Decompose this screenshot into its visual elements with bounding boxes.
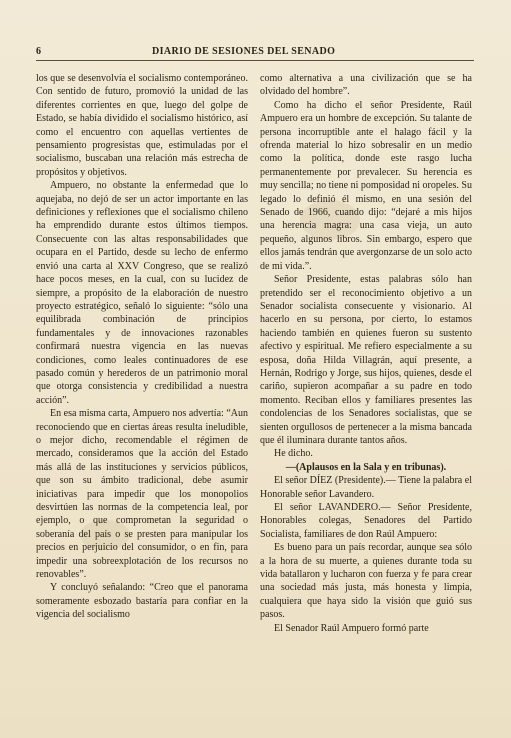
page-header <box>36 46 474 61</box>
paragraph: Como ha dicho el señor Presidente, Raúl Ampuero era un hombre de excepción. Su talante de persona incorruptible ante el halago fácil y la ofrenda material lo hizo sobresalir en un medio como la política, donde este rasgo lucha permanentemente por prevalecer. Su herencia es muy sencilla; no tiene ni pomposidad ni oropeles. Su legado lo definió él mismo, en una sesión del Senado de 1966, cuando dijo: “dejaré a mis hijos una herencia magra: una casa vieja, un auto pequeño, algunos libros. Sin embargo, espero que ellos jamás tendrán que avergonzarse de un solo acto de mi vida.”. <box>260 99 472 272</box>
paragraph: Es bueno para un país recordar, aunque sea sólo a la hora de su muerte, a quienes durante toda su vida batallaron y lucharon con fuerza y fe para crear una sociedad más justa, más honesta y limpia, cualquiera que haya sido la visión que guió sus pasos. <box>260 542 472 621</box>
paragraph: En esa misma carta, Ampuero nos advertía: “Aun reconociendo que en ciertas áreas resulta ineludible, o mejor dicho, recomendable el régimen de mercado, consideramos que la acción del Estado más allá de las instituciones y servicios públicos, que son su ámbito tradicional, debe asumir iniciativas para impedir que los monopolios desvirtúen las normas de la competencia leal, por ejemplo, o que comprometan la seguridad o soberanía del país o se presten para manipular los precios en perjuicio del consumidor, o en fin, para impedir una sobreexplotación de los recursos no renovables”. <box>36 408 248 581</box>
paragraph: como alternativa a una civilización que se ha olvidado del hombre”. <box>260 73 472 98</box>
stage-direction: —(Aplausos en la Sala y en tribunas). <box>285 461 447 473</box>
left-column <box>36 72 248 622</box>
right-column <box>260 72 472 635</box>
paragraph: los que se desenvolvía el socialismo contemporáneo. Con sentido de futuro, promovió la unidad de las diferentes corrientes en que, luego del golpe de Estado, se había dividido el socialismo histórico, así como el encuentro con aquellas vertientes de pensamiento progresistas que, estimuladas por el socialismo, buscaban una relación más estrecha de propósitos y objetivos. <box>36 73 248 178</box>
paragraph: Y concluyó señalando: “Creo que el panorama someramente esbozado bastaría para confiar en la vigencia del socialismo <box>36 582 248 621</box>
speaker-turn: El señor DÍEZ (Presidente).— Tiene la palabra el Honorable señor Lavandero. <box>260 475 472 500</box>
speaker-turn: El señor LAVANDERO.— Señor Presidente, Honorables colegas, Senadores del Partido Socialista, familiares de don Raúl Ampuero: <box>260 502 472 540</box>
closing-remark: He dicho. <box>274 448 313 460</box>
paragraph: Ampuero, no obstante la enfermedad que lo aquejaba, no dejó de ser un actor importante en las definiciones y reflexiones que el socialismo chileno ha emprendido durante estos últimos tiempos. Consecuente con las altas responsabilidades que ocupara en el Partido, desde su lecho de enfermo envió una carta al XXV Congreso, que se realizó hace pocos meses, en la cual, con su lucidez de siempre, a propósito de la elaboración de nuestro proyecto estratégico, señaló lo siguiente: “sólo una equilibrada combinación de principios fundamentales y de innovaciones razonables confirmará nuestra vigencia en las nuevas condiciones, como leales continuadores de ese pasado común y herederos de un patrimonio moral que otorga consistencia y credibilidad a nuestra acción”. <box>36 180 248 406</box>
journal-title: DIARIO DE SESIONES DEL SENADO <box>152 46 336 57</box>
paragraph: El Senador Raúl Ampuero formó parte <box>274 622 429 634</box>
page-number: 6 <box>36 46 42 57</box>
paragraph: Señor Presidente, estas palabras sólo han pretendido ser el reconocimiento objetivo a un Senador socialista consecuente y visionario. Al hacerlo en su persona, por cierto, lo estamos haciendo también en quienes fueron su sustento afectivo y espiritual. Me refiero especialmente a su esposa, doña Hilda Villagrán, aquí presente, a Hernán, Rodrigo y Jorge, sus hijos, quienes, desde el cariño, supieron acompañar a su padre en todo momento. Reciban ellos y familiares presentes las condolencias de los Senadores socialistas, que se sienten orgullosos de pertenecer a la misma bancada que él iluminara durante tantos años. <box>260 274 472 446</box>
